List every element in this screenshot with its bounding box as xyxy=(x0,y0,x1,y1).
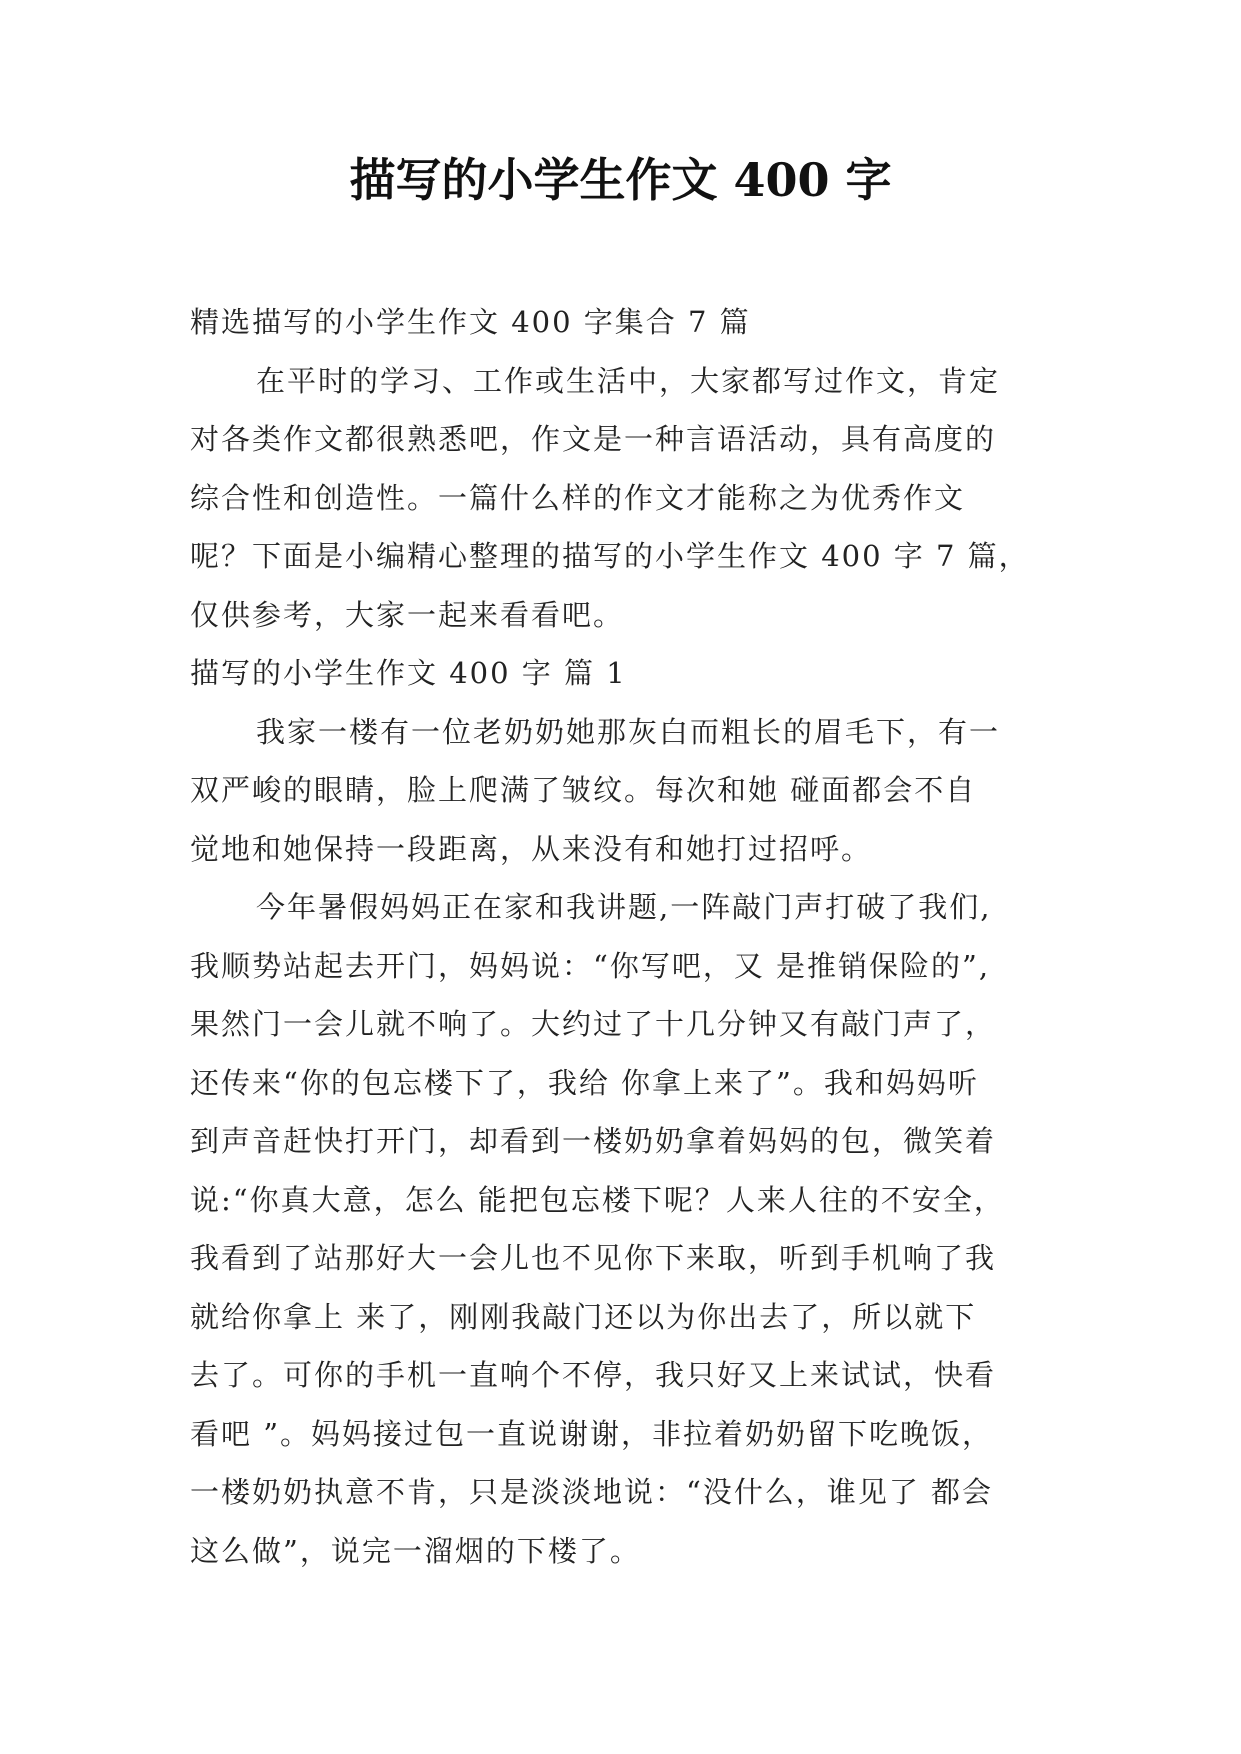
text-line: 我家一楼有一位老奶奶她那灰白而粗长的眉毛下，有一 xyxy=(256,714,1001,749)
text-line: 在平时的学习、工作或生活中，大家都写过作文，肯定 xyxy=(256,363,1001,398)
text-line: 呢？下面是小编精心整理的描写的小学生作文 400 字 7 篇， xyxy=(190,539,1030,573)
text-line: 就给你拿上 来了，刚刚我敲门还以为你出去了，所以就下 xyxy=(190,1299,977,1334)
text-line: 还传来“你的包忘楼下了，我给 你拿上来了”。我和妈妈听 xyxy=(190,1065,979,1100)
text-line: 看吧 ”。妈妈接过包一直说谢谢，非拉着奶奶留下吃晚饭， xyxy=(190,1416,994,1451)
text-line: 一楼奶奶执意不肯，只是淡淡地说：“没什么，谁见了 都会 xyxy=(190,1475,994,1509)
text-line: 描写的小学生作文 400 字 篇 1 xyxy=(190,656,627,690)
text-line: 双严峻的眼睛，脸上爬满了皱纹。每次和她 碰面都会不自 xyxy=(190,773,977,807)
text-line: 这么做”，说完一溜烟的下楼了。 xyxy=(190,1533,641,1568)
text-line: 去了。可你的手机一直响个不停，我只好又上来试试，快看 xyxy=(190,1358,997,1392)
text-line: 仅供参考，大家一起来看看吧。 xyxy=(190,597,625,632)
text-line: 我顺势站起去开门，妈妈说：“你写吧，又 是推销保险的”, xyxy=(190,948,991,983)
text-line: 对各类作文都很熟悉吧，作文是一种言语活动，具有高度的 xyxy=(190,422,997,456)
text-line: 果然门一会儿就不响了。大约过了十几分钟又有敲门声了， xyxy=(190,1007,997,1041)
text-line: 我看到了站那好大一会儿也不见你下来取，听到手机响了我 xyxy=(190,1241,997,1275)
text-line: 今年暑假妈妈正在家和我讲题,一阵敲门声打破了我们, xyxy=(256,890,992,924)
text-line: 精选描写的小学生作文 400 字集合 7 篇 xyxy=(190,305,751,339)
document-body xyxy=(190,293,1060,1580)
text-line: 综合性和创造性。一篇什么样的作文才能称之为优秀作文 xyxy=(190,480,966,515)
text-line: 觉地和她保持一段距离，从来没有和她打过招呼。 xyxy=(190,831,873,866)
text-line: 到声音赶快打开门，却看到一楼奶奶拿着妈妈的包，微笑着 xyxy=(190,1124,997,1158)
text-line: 说:“你真大意，怎么 能把包忘楼下呢？人来人往的不安全， xyxy=(190,1182,1005,1217)
document-title: 描写的小学生作文 400 字 xyxy=(349,153,892,207)
